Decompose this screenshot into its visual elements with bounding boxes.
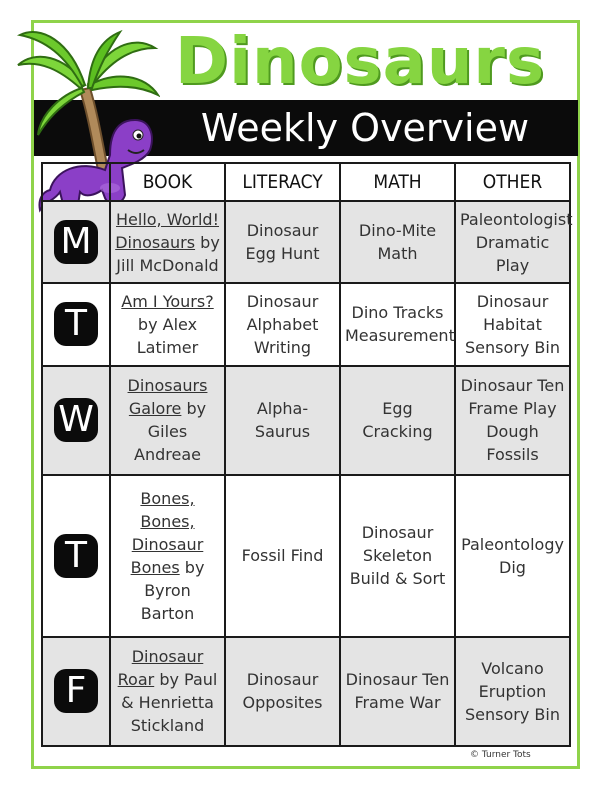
literacy-cell: Dinosaur Egg Hunt (225, 201, 340, 283)
book-title: Dinosaurs Galore (127, 376, 208, 419)
math-cell: Dinosaur Skeleton Build & Sort (340, 475, 455, 637)
book-cell (110, 637, 225, 746)
page-subtitle: Weekly Overview (200, 106, 530, 150)
day-badge: F (54, 669, 98, 713)
column-header-book: BOOK (110, 163, 225, 201)
book-title: Dinosaur Roar (117, 647, 204, 690)
table-header-row (42, 163, 570, 201)
other-cell: Paleontology Dig (455, 475, 570, 637)
book-author: by Giles Andreae (134, 399, 207, 465)
column-header-math: MATH (340, 163, 455, 201)
column-header-other: OTHER (455, 163, 570, 201)
book-cell (110, 475, 225, 637)
other-cell: Dinosaur Habitat Sensory Bin (455, 283, 570, 365)
day-badge: W (54, 398, 98, 442)
literacy-cell: Dinosaur Opposites (225, 637, 340, 746)
day-badge: M (54, 220, 98, 264)
table-row (42, 475, 570, 637)
column-header-literacy: LITERACY (225, 163, 340, 201)
math-cell: Dino Tracks Measurement (340, 283, 455, 365)
day-badge: T (54, 534, 98, 578)
day-cell (42, 637, 110, 746)
day-badge: T (54, 302, 98, 346)
book-author: by Byron Barton (140, 557, 205, 623)
copyright-text: © Turner Tots (470, 750, 531, 760)
table-row (42, 637, 570, 746)
literacy-cell: Alpha-Saurus (225, 366, 340, 475)
day-cell (42, 475, 110, 637)
book-cell (110, 283, 225, 365)
book-title: Am I Yours? (121, 291, 214, 311)
book-title: Bones, Bones, Dinosaur Bones (130, 488, 204, 577)
day-column-header (42, 163, 110, 201)
literacy-cell: Dinosaur Alphabet Writing (225, 283, 340, 365)
literacy-cell: Fossil Find (225, 475, 340, 637)
other-cell: Dinosaur Ten Frame Play Dough Fossils (455, 366, 570, 475)
page-title: Dinosaurs (174, 25, 546, 99)
math-cell: Dino-Mite Math (340, 201, 455, 283)
other-cell: Paleontologist Dramatic Play (455, 201, 570, 283)
book-author: by Jill McDonald (116, 232, 220, 275)
book-author: by Paul & Henrietta Stickland (121, 670, 218, 736)
book-cell (110, 366, 225, 475)
day-cell (42, 366, 110, 475)
table-row (42, 283, 570, 365)
book-cell (110, 201, 225, 283)
table-row (42, 201, 570, 283)
math-cell: Dinosaur Ten Frame War (340, 637, 455, 746)
weekly-overview-table (41, 162, 571, 747)
day-cell (42, 201, 110, 283)
other-cell: Volcano Eruption Sensory Bin (455, 637, 570, 746)
table-row (42, 366, 570, 475)
book-author: by Alex Latimer (136, 314, 199, 357)
math-cell: Egg Cracking (340, 366, 455, 475)
day-cell (42, 283, 110, 365)
book-title: Hello, World! Dinosaurs (115, 209, 219, 252)
